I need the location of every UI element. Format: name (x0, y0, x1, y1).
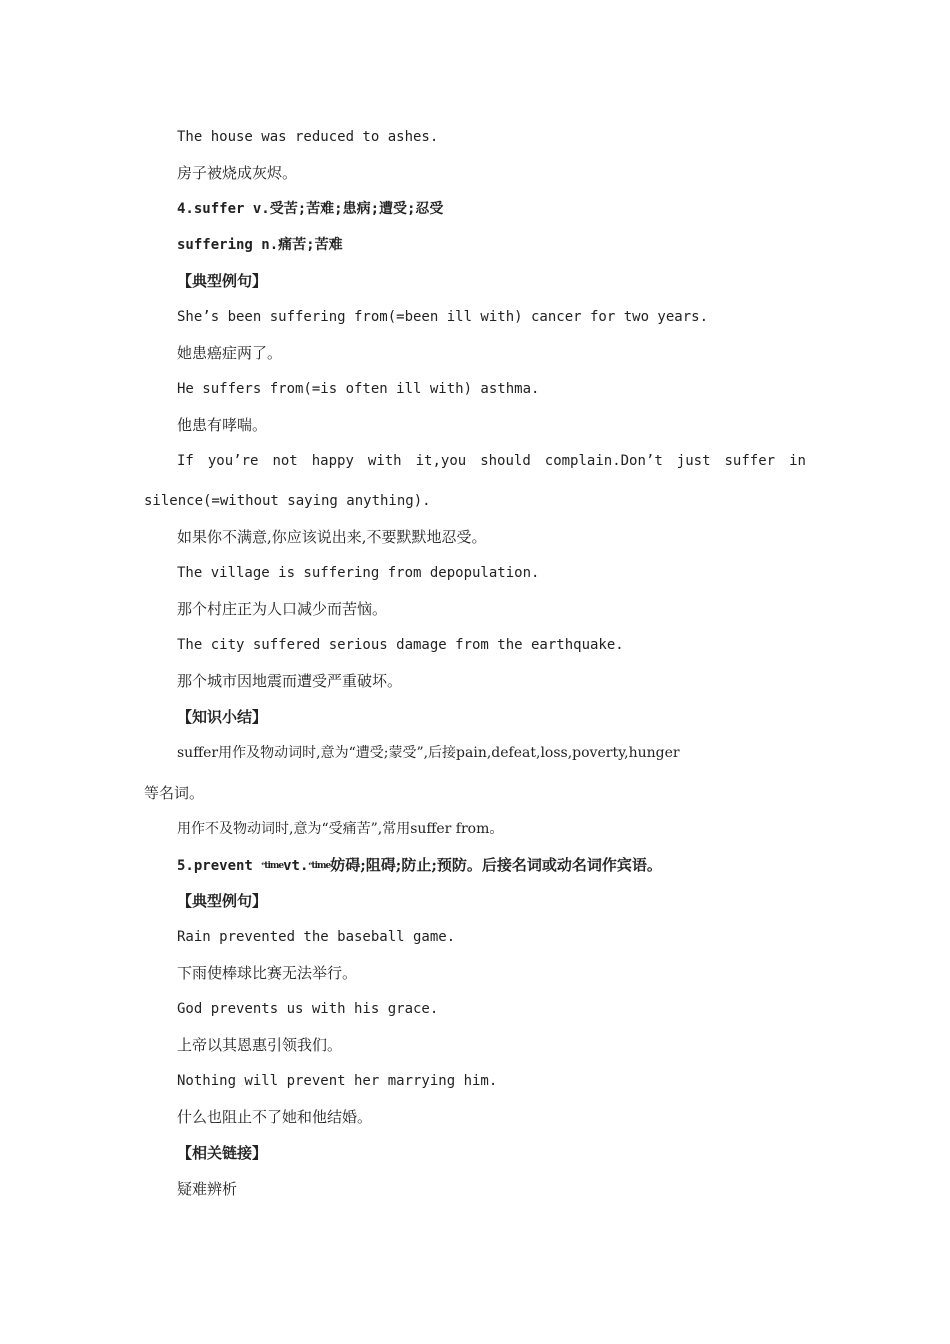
example-sentence: The village is suffering from depopulation. (177, 565, 540, 581)
word: happy (311, 453, 354, 469)
summary-text: suffer用作及物动词时,意为“遭受;蒙受”,后接pain,defeat,loss,poverty,hunger (177, 745, 680, 761)
example-translation: 上帝以其恩惠引领我们。 (177, 1036, 343, 1054)
example-sentence: Nothing will prevent her marrying him. (177, 1073, 498, 1089)
example-sentence: God prevents us with his grace. (177, 1001, 439, 1017)
word: complain.Don’t (544, 453, 663, 469)
subsection-label: 疑难辨析 (177, 1180, 238, 1198)
vocab-heading (177, 855, 662, 876)
garbled-glyph: ᵉtime (308, 860, 331, 871)
example-sentence: The house was reduced to ashes. (177, 129, 439, 145)
word: you’re (207, 453, 259, 469)
word: it,you (415, 453, 467, 469)
vocab-heading: 4.suffer v.受苦;苦难;患病;遭受;忍受 (177, 201, 444, 217)
garbled-glyph: ᵉtime (261, 860, 284, 871)
example-translation: 那个城市因地震而遭受严重破坏。 (177, 672, 403, 690)
example-translation: 那个村庄正为人口减少而苦恼。 (177, 600, 388, 618)
word: in (789, 453, 806, 469)
word: not (272, 453, 298, 469)
example-translation: 他患有哮喘。 (177, 416, 268, 434)
vocab-word: 5.prevent (177, 858, 262, 874)
word: suffer (724, 453, 776, 469)
word: If (177, 453, 194, 469)
section-heading: 【知识小结】 (177, 708, 268, 726)
vocab-definition: 妨碍;阻碍;防止;预防。后接名词或动名词作宾语。 (330, 856, 662, 874)
example-sentence: She’s been suffering from(=been ill with) cancer for two years. (177, 309, 709, 325)
example-translation: 房子被烧成灰烬。 (177, 164, 298, 182)
example-translation: 如果你不满意,你应该说出来,不要默默地忍受。 (177, 528, 487, 546)
example-sentence-continuation: silence(=without saying anything). (144, 493, 431, 509)
section-heading: 【典型例句】 (177, 892, 268, 910)
example-sentence: The city suffered serious damage from the earthquake. (177, 637, 624, 653)
example-sentence-justified (177, 451, 806, 471)
word: with (367, 453, 402, 469)
summary-text: 用作不及物动词时,意为“受痛苦”,常用suffer from。 (177, 821, 504, 837)
example-translation: 什么也阻止不了她和他结婚。 (177, 1108, 373, 1126)
section-heading: 【相关链接】 (177, 1144, 268, 1162)
word: should (480, 453, 531, 469)
example-sentence: He suffers from(=is often ill with) asthma. (177, 381, 540, 397)
part-of-speech: vt. (283, 858, 309, 874)
summary-text-continuation: 等名词。 (144, 784, 205, 802)
example-sentence: Rain prevented the baseball game. (177, 929, 456, 945)
word: just (676, 453, 711, 469)
vocab-derivative: suffering n.痛苦;苦难 (177, 237, 343, 253)
example-translation: 她患癌症两了。 (177, 344, 283, 362)
section-heading: 【典型例句】 (177, 272, 268, 290)
example-translation: 下雨使棒球比赛无法举行。 (177, 964, 358, 982)
